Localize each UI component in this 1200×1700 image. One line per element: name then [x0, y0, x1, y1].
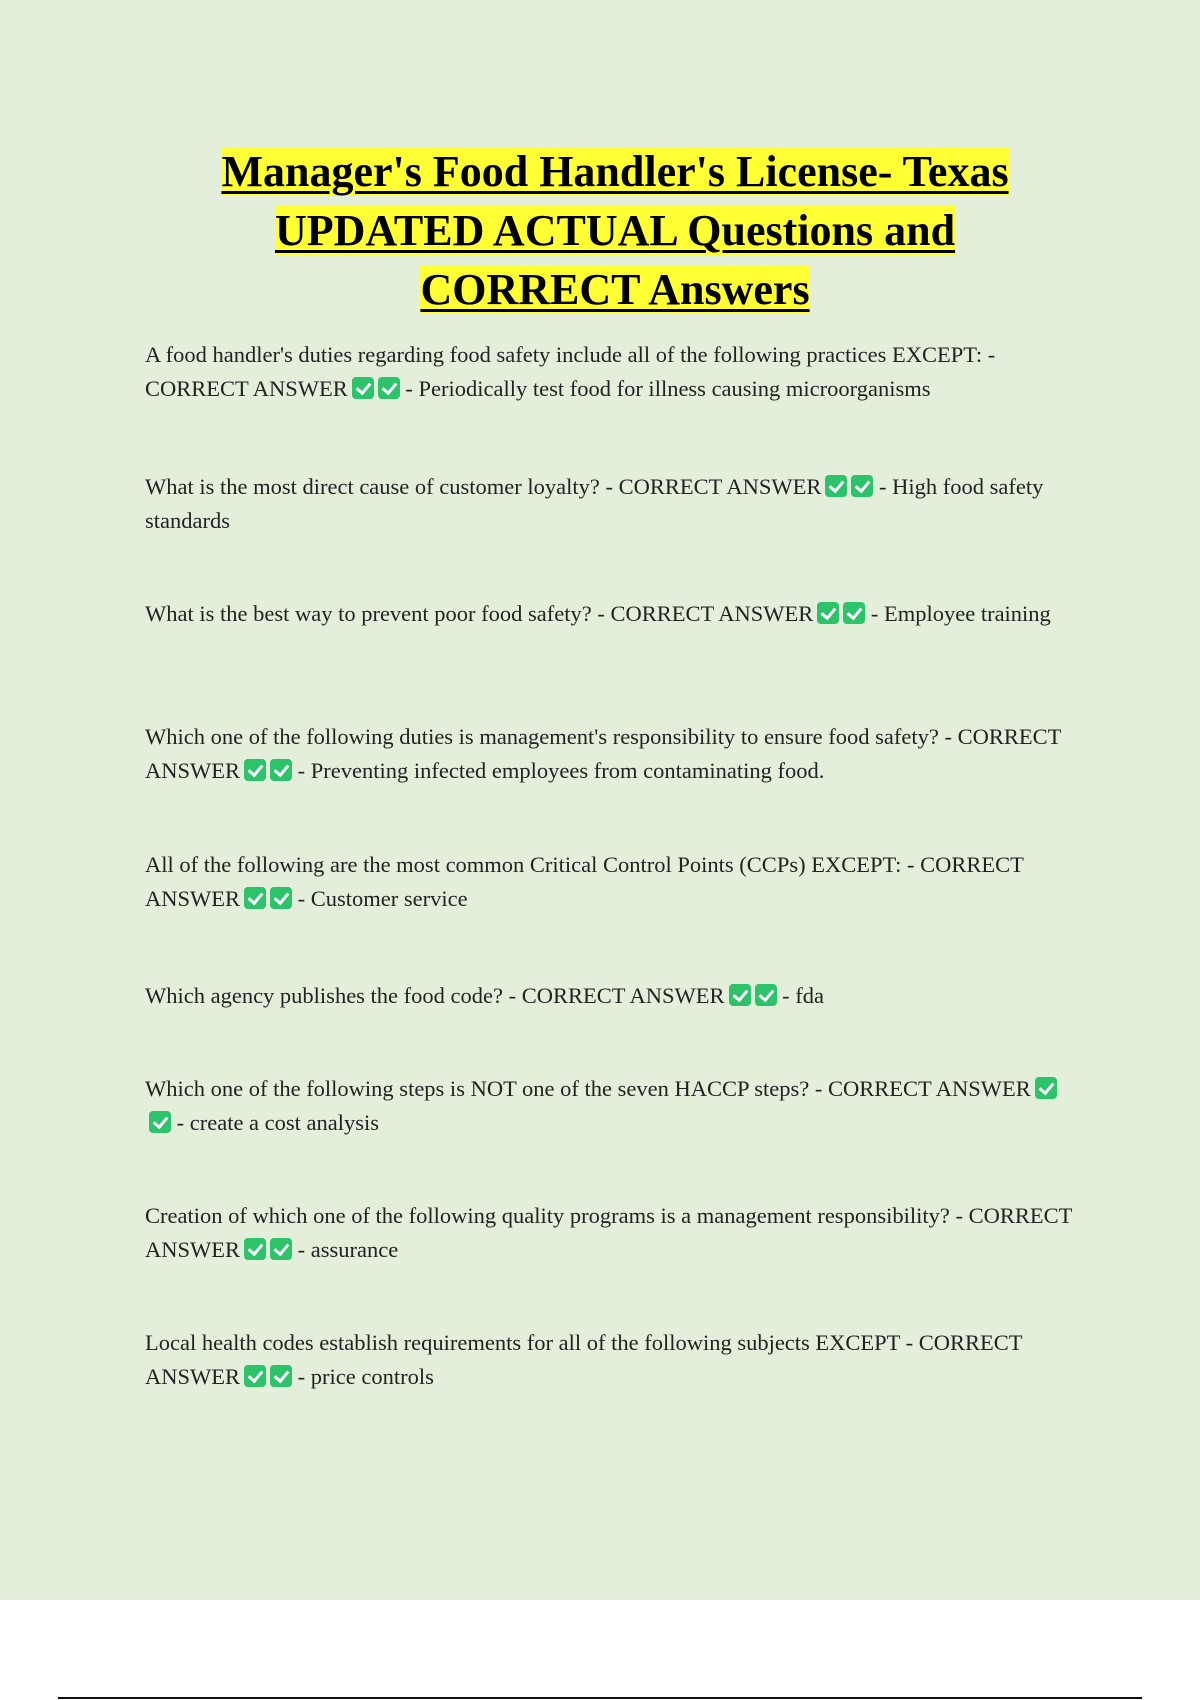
qa-item-9	[145, 1326, 1075, 1394]
title-line-1: Manager's Food Handler's License- Texas	[221, 147, 1009, 196]
qa-item-1	[145, 338, 1075, 406]
answer-text: - Periodically test food for illness causing microorganisms	[405, 376, 931, 401]
question-text: What is the best way to prevent poor food safety? -	[145, 601, 605, 626]
qa-item-3	[145, 597, 1075, 631]
answer-marker: CORRECT ANSWER	[618, 474, 822, 499]
qa-item-4	[145, 720, 1075, 788]
answer-text: - High food safety standards	[145, 474, 1044, 533]
answer-marker: CORRECT ANSWER	[145, 1203, 1072, 1262]
check-mark-icon	[244, 1365, 266, 1387]
check-mark-icon	[1035, 1077, 1057, 1099]
check-mark-icon	[843, 602, 865, 624]
answer-text: - assurance	[297, 1237, 399, 1262]
check-mark-icon	[270, 1365, 292, 1387]
answer-marker: CORRECT ANSWER	[610, 601, 814, 626]
title-line-3: CORRECT Answers	[420, 265, 810, 314]
check-mark-icon	[270, 887, 292, 909]
question-text: Creation of which one of the following quality programs is a management responsibility? -	[145, 1203, 963, 1228]
answer-marker: CORRECT ANSWER	[145, 1330, 1023, 1389]
check-mark-icon	[755, 984, 777, 1006]
question-text: All of the following are the most common Critical Control Points (CCPs) EXCEPT: -	[145, 852, 915, 877]
answer-marker: CORRECT ANSWER	[145, 724, 1061, 783]
question-text: A food handler's duties regarding food safety include all of the following practices EXCEPT: -	[145, 342, 996, 367]
qa-item-6	[145, 979, 1075, 1013]
answer-text: - Employee training	[870, 601, 1051, 626]
check-mark-icon	[149, 1111, 171, 1133]
answer-text: - Preventing infected employees from contaminating food.	[297, 758, 825, 783]
qa-item-7	[145, 1072, 1075, 1140]
check-mark-icon	[378, 377, 400, 399]
question-text: Which one of the following duties is management's responsibility to ensure food safety? -	[145, 724, 952, 749]
question-text: Which agency publishes the food code? -	[145, 983, 517, 1008]
answer-text: - create a cost analysis	[176, 1110, 380, 1135]
answer-text: - fda	[782, 983, 824, 1008]
check-mark-icon	[270, 759, 292, 781]
answer-marker: CORRECT ANSWER	[828, 1076, 1031, 1101]
footer-divider	[58, 1697, 1142, 1699]
answer-text: - Customer service	[297, 886, 468, 911]
check-mark-icon	[352, 377, 374, 399]
answer-marker: CORRECT ANSWER	[145, 376, 348, 401]
qa-item-2	[145, 470, 1075, 538]
check-mark-icon	[244, 759, 266, 781]
check-mark-icon	[244, 1238, 266, 1260]
check-mark-icon	[817, 602, 839, 624]
answer-text: - price controls	[297, 1364, 434, 1389]
question-text: Which one of the following steps is NOT one of the seven HACCP steps? -	[145, 1076, 823, 1101]
check-mark-icon	[851, 475, 873, 497]
check-mark-icon	[244, 887, 266, 909]
check-mark-icon	[825, 475, 847, 497]
qa-item-8	[145, 1199, 1075, 1267]
document-title	[140, 142, 1090, 319]
qa-item-5	[145, 848, 1075, 916]
title-line-2: UPDATED ACTUAL Questions and	[274, 206, 956, 255]
question-text: Local health codes establish requirements for all of the following subjects EXCEPT -	[145, 1330, 914, 1355]
question-text: What is the most direct cause of customer loyalty? -	[145, 474, 613, 499]
check-mark-icon	[729, 984, 751, 1006]
answer-marker: CORRECT ANSWER	[521, 983, 725, 1008]
answer-marker: CORRECT ANSWER	[145, 852, 1024, 911]
check-mark-icon	[270, 1238, 292, 1260]
